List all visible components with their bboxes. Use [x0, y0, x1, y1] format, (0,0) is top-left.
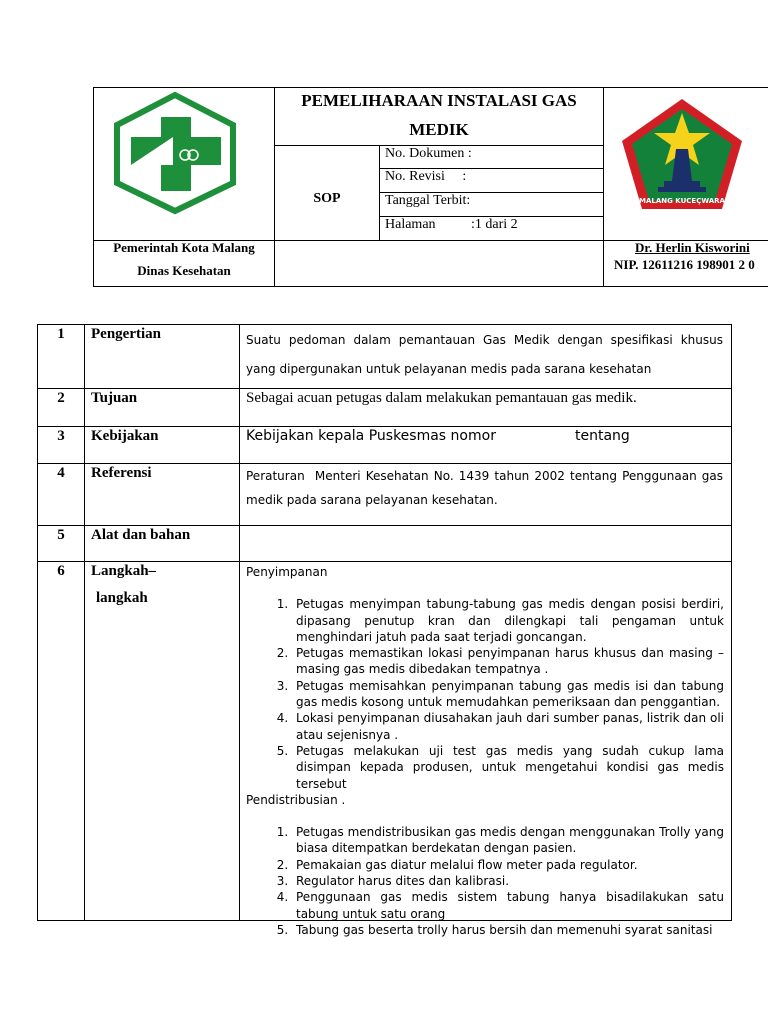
list-item: 3. Regulator harus dites dan kalibrasi.	[292, 873, 724, 889]
org-department: Dinas Kesehatan	[137, 263, 231, 278]
row-text-tujuan: Sebagai acuan petugas dalam melakukan pemantauan gas medik.	[246, 390, 637, 406]
row-text-kebijakan-tentang: tentang	[575, 428, 630, 444]
list-item: 1. Petugas menyimpan tabung-tabung gas medis dengan posisi berdiri, dipasang penutup kran dan dilengkapi tali pengaman untuk menghindari jatuh pada saat terjadi goncangan.	[292, 596, 724, 645]
row-number: 3	[57, 428, 65, 444]
row-text-pengertian: Suatu pedoman dalam pemantauan Gas Medik dengan spesifikasi khusus yang dipergunakan untuk pelayanan medis pada sarana kesehatan	[246, 333, 723, 376]
row-number: 2	[57, 390, 65, 406]
malang-city-emblem	[618, 95, 746, 213]
row-number: 5	[57, 527, 65, 543]
halaman-label: Halaman	[385, 217, 436, 232]
emblem-caption: MALANG KUCEÇWARA	[639, 197, 725, 205]
row-label-langkah: Langkah–	[91, 563, 157, 579]
row-text-kebijakan: Kebijakan kepala Puskesmas nomor	[246, 428, 496, 444]
pendistribusian-list	[246, 824, 724, 938]
health-cross-logo	[111, 91, 239, 215]
signer-nip: NIP. 12611216 198901 2 0	[614, 257, 755, 272]
penyimpanan-list	[246, 596, 724, 792]
section-pendistribusian: Pendistribusian .	[246, 792, 346, 807]
langkah-content	[246, 564, 724, 938]
row-label-kebijakan: Kebijakan	[91, 428, 159, 444]
list-item: 2. Pemakaian gas diatur melalui flow meter pada regulator.	[292, 857, 724, 873]
list-item: 5. Tabung gas beserta trolly harus bersih dan memenuhi syarat sanitasi	[292, 922, 724, 938]
list-item: 1. Petugas mendistribusikan gas medis dengan menggunakan Trolly yang biasa ditempatkan berdekatan dengan pasien.	[292, 824, 724, 857]
list-item: 5. Petugas melakukan uji test gas medis yang sudah cukup lama disimpan kepada produsen, untuk mengetahui kondisi gas medis tersebut	[292, 743, 724, 792]
org-name: Pemerintah Kota Malang	[113, 240, 255, 255]
no-dokumen-field: No. Dokumen :	[385, 146, 472, 161]
no-revisi-field: No. Revisi :	[385, 169, 467, 184]
list-item: 4. Penggunaan gas medis sistem tabung hanya bisadilakukan satu tabung untuk satu orang	[292, 889, 724, 922]
document-title: PEMELIHARAAN INSTALASI GAS MEDIK	[301, 91, 577, 139]
row-label-pengertian: Pengertian	[91, 326, 161, 342]
tanggal-terbit-field: Tanggal Terbit:	[385, 193, 471, 208]
row-label-referensi: Referensi	[91, 465, 152, 481]
list-item: 4. Lokasi penyimpanan diusahakan jauh dari sumber panas, listrik dan oli atau sejenisnya .	[292, 710, 724, 743]
halaman-value: :1 dari 2	[471, 217, 518, 232]
row-number: 1	[57, 326, 65, 342]
row-number: 6	[57, 563, 65, 579]
row-number: 4	[57, 465, 65, 481]
signer-name: Dr. Herlin Kisworini	[635, 240, 750, 255]
section-penyimpanan: Penyimpanan	[246, 565, 328, 579]
row-label-langkah-2: langkah	[96, 590, 148, 606]
list-item: 3. Petugas memisahkan penyimpanan tabung gas medis isi dan tabung gas medis kosong untuk memudahkan pemeriksaan dan penggantian.	[292, 678, 724, 711]
list-item: 2. Petugas memastikan lokasi penyimpanan harus khusus dan masing – masing gas medis dibedakan tempatnya .	[292, 645, 724, 678]
sop-label: SOP	[313, 191, 341, 206]
row-label-alat-bahan: Alat dan bahan	[91, 527, 191, 543]
row-label-tujuan: Tujuan	[91, 390, 138, 406]
row-text-referensi: Peraturan Menteri Kesehatan No. 1439 tahun 2002 tentang Penggunaan gas medik pada sarana pelayanan kesehatan.	[246, 469, 727, 507]
